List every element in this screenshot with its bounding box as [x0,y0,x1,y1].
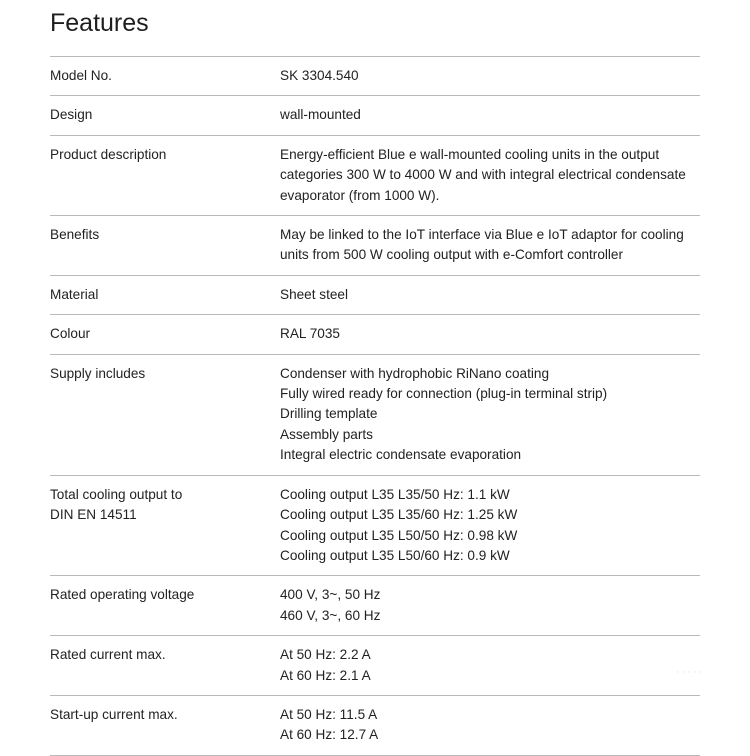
row-label: Start-up current max. [50,706,178,722]
row-supply-includes [50,355,700,476]
row-label: Material [50,286,99,302]
current-item: At 60 Hz: 2.1 A [280,667,371,683]
features-section [50,0,700,756]
row-model-no [50,57,700,96]
row-label-line: Total cooling output to [50,486,183,502]
row-label: Model No. [50,68,112,83]
row-start-up-current-max [50,696,700,756]
supply-item: Condenser with hydrophobic RiNano coating [280,365,550,381]
row-label-line: DIN EN 14511 [50,507,137,523]
voltage-item: 460 V, 3~, 60 Hz [280,607,381,623]
row-label: Rated operating voltage [50,587,195,603]
cooling-output-item: Cooling output L35 L35/50 Hz: 1.1 kW [280,486,510,502]
row-value [280,645,700,686]
row-label: Product description [50,146,167,162]
supply-item: Integral electric condensate evaporation [280,447,522,463]
row-value: wall-mounted [280,107,361,123]
cooling-output-item: Cooling output L35 L35/60 Hz: 1.25 kW [280,507,518,523]
row-product-description [50,136,700,216]
row-value [280,585,700,626]
row-value [280,145,700,206]
row-value: Sheet steel [280,286,349,302]
row-label: Design [50,107,93,123]
row-value [280,705,700,746]
watermark: · · · · · [676,668,702,678]
cooling-output-item: Cooling output L35 L50/50 Hz: 0.98 kW [280,527,518,543]
row-material [50,276,700,315]
features-table [50,56,700,756]
row-total-cooling-output [50,476,700,577]
row-label: Supply includes [50,365,146,381]
row-label: Colour [50,326,91,342]
startup-current-item: At 50 Hz: 11.5 A [280,706,378,722]
current-item: At 50 Hz: 2.2 A [280,647,371,663]
benefits-text: May be linked to the IoT interface via Blue e IoT adaptor for cooling units from 500 W cooling output with e-Comfort controller [280,227,684,263]
row-value: RAL 7035 [280,326,340,342]
page-title: Features [50,9,149,37]
supply-item: Drilling template [280,406,378,422]
row-value [280,364,700,466]
row-label: Rated current max. [50,647,166,663]
row-value: SK 3304.540 [280,68,359,83]
startup-current-item: At 60 Hz: 12.7 A [280,727,379,743]
description-text: Energy-efficient Blue e wall-mounted cooling units in the output categories 300 W to 4000 W and with integral electrical condensate evaporator (from 1000 W). [280,146,686,203]
row-label: Benefits [50,227,100,243]
row-value [280,485,700,567]
row-label [50,485,280,567]
row-value [280,225,700,266]
voltage-item: 400 V, 3~, 50 Hz [280,587,381,603]
supply-item: Fully wired ready for connection (plug-in terminal strip) [280,386,608,402]
row-rated-operating-voltage [50,576,700,636]
row-colour [50,315,700,354]
supply-item: Assembly parts [280,426,373,442]
row-benefits [50,216,700,276]
cooling-output-item: Cooling output L35 L50/60 Hz: 0.9 kW [280,547,510,563]
row-design [50,96,700,135]
